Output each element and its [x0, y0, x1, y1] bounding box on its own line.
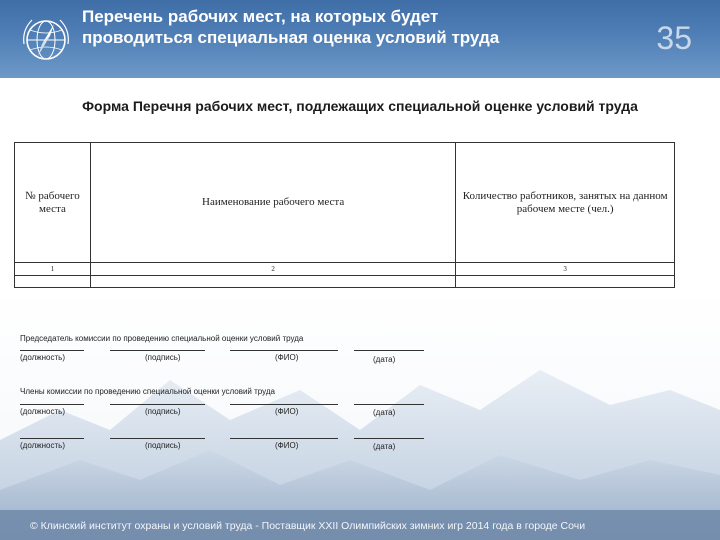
signature-caption: (подпись) — [145, 353, 181, 362]
signature-line — [354, 404, 424, 405]
workplaces-table — [14, 142, 675, 288]
column-numbers-row — [15, 263, 675, 276]
column-number-3: 3 — [456, 263, 675, 276]
signature-line — [20, 350, 84, 351]
slide-title-line-1: Перечень рабочих мест, на которых будет — [82, 7, 439, 26]
signature-line — [230, 350, 338, 351]
signature-caption: (подпись) — [145, 407, 181, 416]
table-cell[interactable] — [456, 276, 675, 288]
slide-title-line-2: проводиться специальная оценка условий труда — [82, 28, 500, 47]
signature-line — [354, 350, 424, 351]
signature-line — [230, 404, 338, 405]
date-caption: (дата) — [373, 355, 396, 364]
table-cell[interactable] — [15, 276, 91, 288]
date-caption: (дата) — [373, 442, 396, 451]
signature-line — [20, 438, 84, 439]
column-number-2: 2 — [90, 263, 455, 276]
table-cell[interactable] — [90, 276, 455, 288]
slide-title — [82, 6, 602, 48]
signature-line — [110, 350, 205, 351]
name-caption: (ФИО) — [275, 353, 299, 362]
signature-line — [110, 404, 205, 405]
column-number-1: 1 — [15, 263, 91, 276]
name-caption: (ФИО) — [275, 441, 299, 450]
name-caption: (ФИО) — [275, 407, 299, 416]
signature-line — [354, 438, 424, 439]
form-title: Форма Перечня рабочих мест, подлежащих специальной оценке условий труда — [82, 98, 638, 114]
table-header-row — [15, 143, 675, 263]
position-caption: (должность) — [20, 441, 65, 450]
chairman-label: Председатель комиссии по проведению специальной оценки условий труда — [20, 334, 304, 343]
signature-line — [230, 438, 338, 439]
globe-compass-logo-icon — [20, 14, 72, 66]
date-caption: (дата) — [373, 408, 396, 417]
slide-header — [0, 0, 720, 78]
table-row — [15, 276, 675, 288]
column-header-workplace-number: № рабочего места — [15, 143, 91, 263]
position-caption: (должность) — [20, 353, 65, 362]
footer-copyright: © Клинский институт охраны и условий труда - Поставщик XXII Олимпийских зимних игр 2014 года в городе Сочи — [30, 520, 586, 532]
column-header-worker-count: Количество работников, занятых на данном рабочем месте (чел.) — [456, 143, 675, 263]
signature-caption: (подпись) — [145, 441, 181, 450]
position-caption: (должность) — [20, 407, 65, 416]
signature-line — [20, 404, 84, 405]
slide-number: 35 — [656, 20, 692, 56]
members-label: Члены комиссии по проведению специальной оценки условий труда — [20, 387, 275, 396]
column-header-workplace-name: Наименование рабочего места — [90, 143, 455, 263]
mountains-background — [0, 290, 720, 540]
signature-line — [110, 438, 205, 439]
